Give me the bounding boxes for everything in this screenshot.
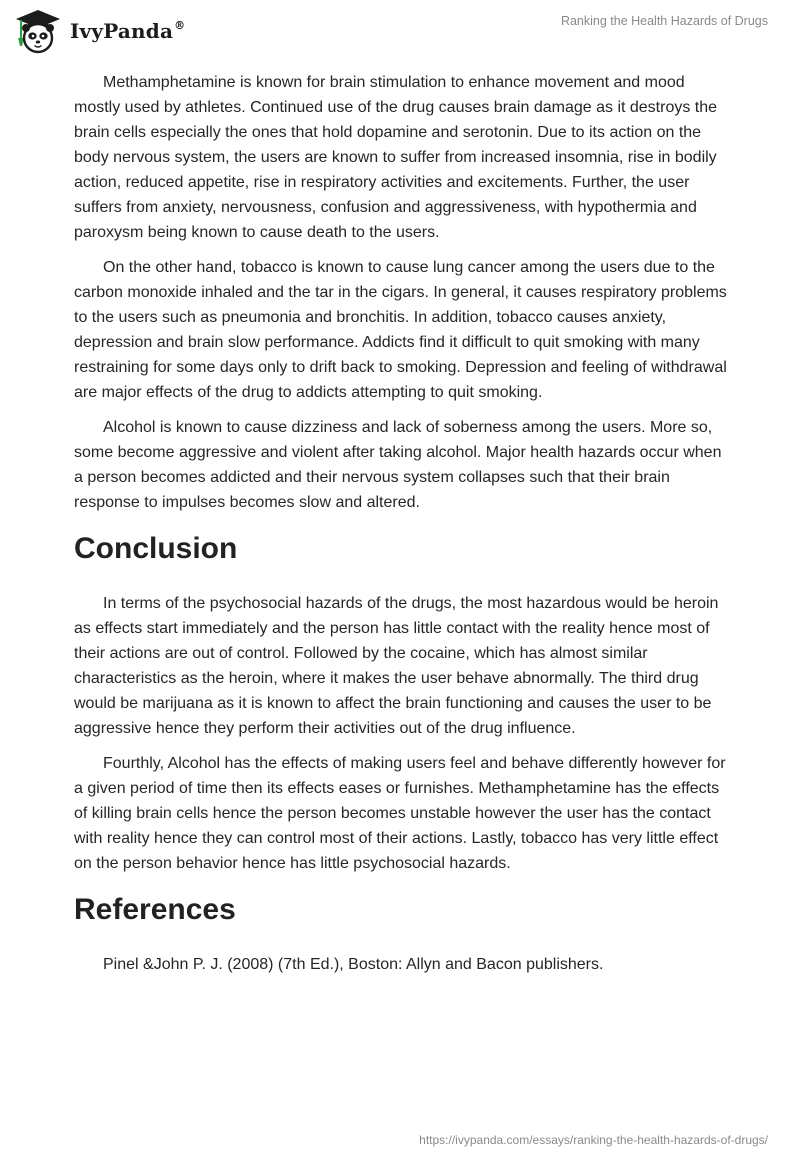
source-url[interactable]: https://ivypanda.com/essays/ranking-the-health-hazards-of-drugs/ [419, 1133, 768, 1147]
article-content [74, 70, 734, 987]
body-paragraph: Methamphetamine is known for brain stimulation to enhance movement and mood mostly used by athletes. Continued use of the drug causes brain damage as it destroys the brain cells especially the ones that hold dopamine and serotonin. Due to its action on the body nervous system, the users are known to suffer from increased insomnia, rise in bodily action, reduced appetite, rise in respiratory activities and excitements. Further, the user suffers from anxiety, nervousness, confusion and aggressiveness, with hypothermia and paroxysm being known to cause death to the users. [74, 74, 718, 241]
logo[interactable] [14, 8, 185, 54]
body-paragraph: On the other hand, tobacco is known to cause lung cancer among the users due to the carbon monoxide inhaled and the tar in the cigars. In general, it causes respiratory problems to the users such as pneumonia and bronchitis. In addition, tobacco causes anxiety, depression and brain slow performance. Addicts find it difficult to quit smoking with many restraining for some days only to drift back to smoking. Depression and feeling of withdrawal are major effects of the drug to addicts attempting to quit smoking. [74, 259, 727, 401]
references-heading: References [74, 893, 236, 926]
panda-graduate-icon [14, 8, 62, 54]
reference-item: Pinel &John P. J. (2008) (7th Ed.), Boston: Allyn and Bacon publishers. [103, 956, 604, 973]
document-title: Ranking the Health Hazards of Drugs [560, 14, 768, 28]
conclusion-heading: Conclusion [74, 532, 238, 565]
brand-name: IvyPanda® [70, 19, 186, 43]
conclusion-paragraph: Fourthly, Alcohol has the effects of making users feel and behave differently however for a given period of time then its effects eases or furnishes. Methamphetamine has the effects of killing brain cells hence the person becomes unstable however the user has the contact with reality hence they can control most of their actions. Lastly, tobacco has very little effect on the person behavior hence has little psychosocial hazards. [74, 755, 726, 872]
body-paragraph: Alcohol is known to cause dizziness and lack of soberness among the users. More so, some become aggressive and violent after taking alcohol. Major health hazards occur when a person becomes addicted and their nervous system collapses such that their brain response to impulses becomes slow and altered. [74, 419, 722, 511]
page-header [0, 0, 800, 64]
conclusion-paragraph: In terms of the psychosocial hazards of the drugs, the most hazardous would be heroin as effects start immediately and the person has little contact with the reality hence most of their actions are out of control. Followed by the cocaine, which has almost similar characteristics as the heroin, where it makes the user behave abnormally. The third drug would be marijuana as it is known to affect the brain functioning and causes the user to be aggressive hence they perform their activities out of the drug influence. [74, 595, 719, 737]
